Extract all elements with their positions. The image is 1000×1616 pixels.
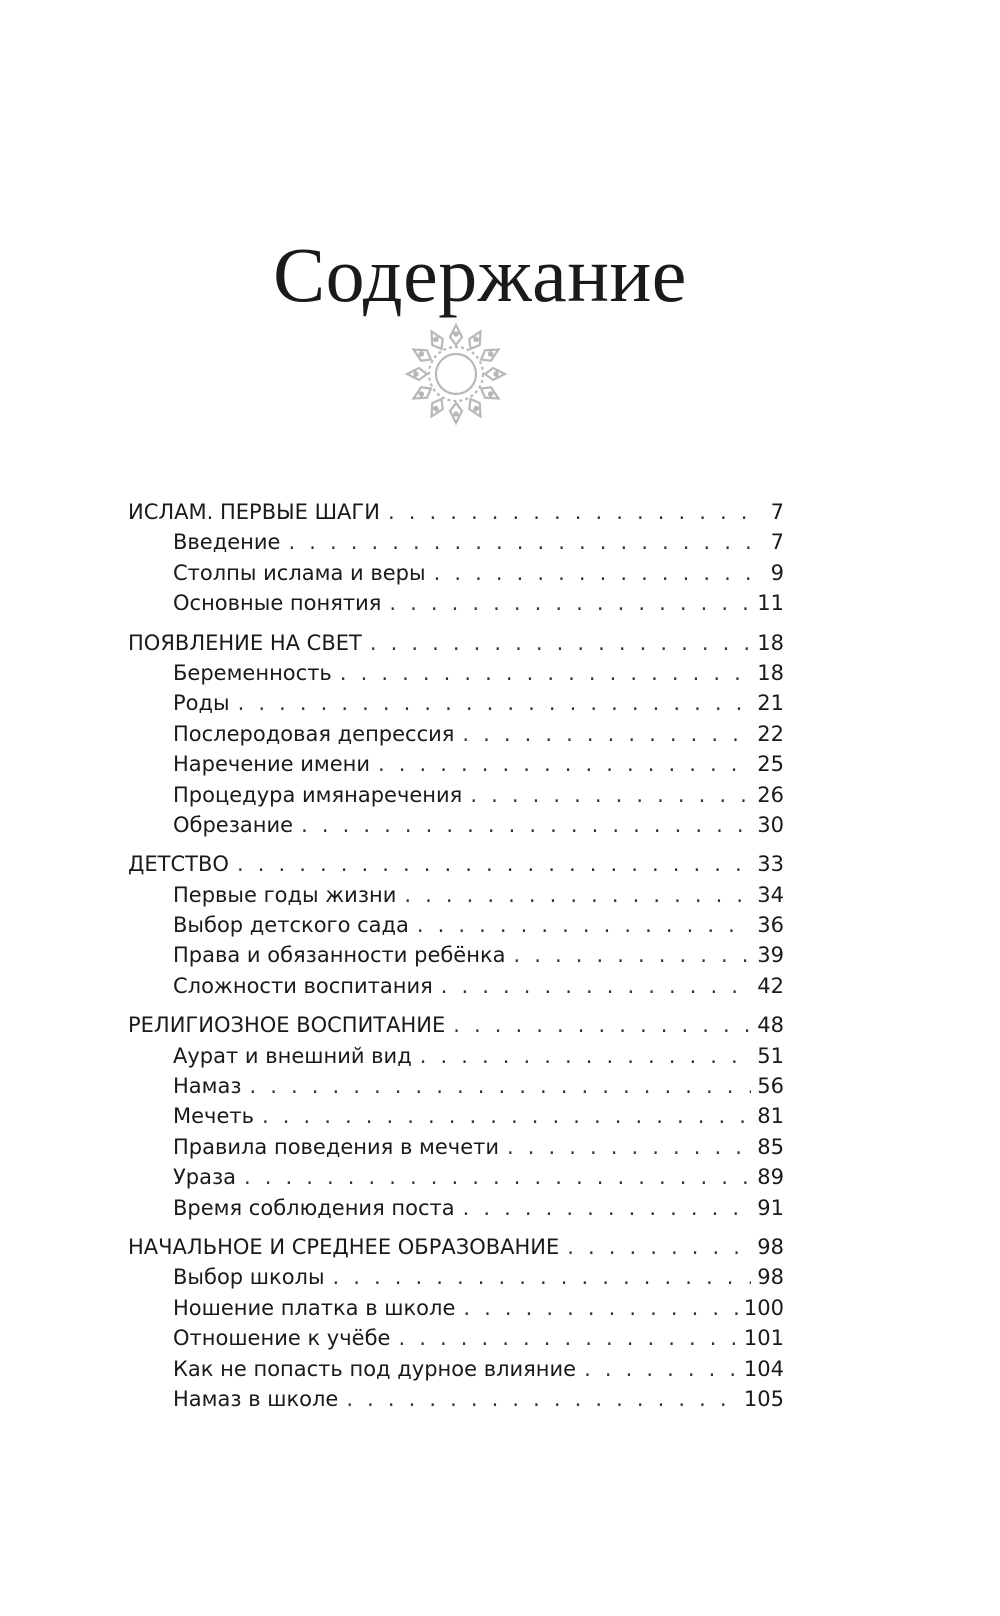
toc-section-row[interactable] — [128, 628, 784, 658]
toc-item-row[interactable] — [128, 527, 784, 557]
dot-leader — [417, 910, 751, 940]
page-number: 91 — [757, 1195, 784, 1220]
toc-section-row[interactable] — [128, 1232, 784, 1262]
toc-section-row[interactable] — [128, 849, 784, 879]
dot-leader — [507, 1132, 751, 1162]
page-number: 48 — [757, 1013, 784, 1038]
dot-leader — [463, 1293, 738, 1323]
page-number: 34 — [757, 882, 784, 907]
page-number: 21 — [757, 691, 784, 716]
toc-item-title: Основные понятия — [173, 591, 382, 616]
toc-section — [128, 1010, 784, 1223]
toc-section-title: ДЕТСТВО — [128, 852, 229, 877]
page-number: 81 — [757, 1104, 784, 1129]
dot-leader — [434, 558, 752, 588]
dot-leader — [441, 971, 751, 1001]
dot-leader — [567, 1232, 751, 1262]
dot-leader — [244, 1162, 751, 1192]
toc-section — [128, 628, 784, 841]
toc-item-title: Первые годы жизни — [173, 882, 397, 907]
page-number: 22 — [757, 721, 784, 746]
page-number: 9 — [770, 560, 784, 585]
page-number: 101 — [743, 1326, 784, 1351]
toc-section-title: НАЧАЛЬНОЕ И СРЕДНЕЕ ОБРАЗОВАНИЕ — [128, 1234, 560, 1259]
dot-leader — [584, 1354, 738, 1384]
toc-item-title: Намаз — [173, 1074, 242, 1099]
dot-leader — [420, 1041, 752, 1071]
page-number: 18 — [757, 660, 784, 685]
toc-item-title: Выбор детского сада — [173, 913, 409, 938]
page-number: 36 — [757, 913, 784, 938]
dot-leader — [404, 880, 751, 910]
page-number: 39 — [757, 943, 784, 968]
dot-leader — [340, 658, 751, 688]
page-number: 30 — [757, 812, 784, 837]
toc-item-title: Процедура имянаречения — [173, 782, 463, 807]
page-number: 98 — [757, 1265, 784, 1290]
table-of-contents — [128, 497, 784, 1423]
toc-item-row[interactable] — [128, 1101, 784, 1131]
toc-item-row[interactable] — [128, 1384, 784, 1414]
toc-item-title: Роды — [173, 691, 230, 716]
dot-leader — [250, 1071, 752, 1101]
page-number: 98 — [757, 1234, 784, 1259]
page-number: 25 — [757, 752, 784, 777]
toc-item-title: Мечеть — [173, 1104, 254, 1129]
page-number: 42 — [757, 973, 784, 998]
dot-leader — [237, 849, 751, 879]
toc-item-row[interactable] — [128, 719, 784, 749]
toc-item-title: Выбор школы — [173, 1265, 325, 1290]
toc-section-row[interactable] — [128, 497, 784, 527]
toc-item-title: Как не попасть под дурное влияние — [173, 1356, 577, 1381]
toc-item-row[interactable] — [128, 1041, 784, 1071]
page-number: 18 — [757, 630, 784, 655]
ornament-icon — [404, 322, 508, 426]
toc-item-row[interactable] — [128, 1193, 784, 1223]
toc-section-row[interactable] — [128, 1010, 784, 1040]
page-number: 105 — [743, 1386, 784, 1411]
toc-section-title: РЕЛИГИОЗНОЕ ВОСПИТАНИЕ — [128, 1013, 446, 1038]
page-number: 104 — [743, 1356, 784, 1381]
toc-item-row[interactable] — [128, 1323, 784, 1353]
toc-item-title: Послеродовая депрессия — [173, 721, 455, 746]
dot-leader — [346, 1384, 738, 1414]
page-number: 85 — [757, 1134, 784, 1159]
dot-leader — [238, 688, 752, 718]
toc-section-title: ИСЛАМ. ПЕРВЫЕ ШАГИ — [128, 500, 380, 524]
page-number: 51 — [757, 1043, 784, 1068]
dot-leader — [288, 527, 752, 557]
page-number: 89 — [757, 1165, 784, 1190]
toc-item-title: Наречение имени — [173, 752, 370, 777]
toc-item-title: Намаз в школе — [173, 1386, 339, 1411]
toc-item-row[interactable] — [128, 749, 784, 779]
dot-leader — [470, 780, 751, 810]
toc-section — [128, 849, 784, 1001]
page-number: 56 — [757, 1074, 784, 1099]
dot-leader — [463, 1193, 752, 1223]
toc-item-title: Аурат и внешний вид — [173, 1043, 412, 1068]
toc-item-row[interactable] — [128, 910, 784, 940]
page-title: Содержание — [273, 231, 687, 319]
toc-item-title: Сложности воспитания — [173, 973, 433, 998]
dot-leader — [514, 940, 752, 970]
toc-item-row[interactable] — [128, 880, 784, 910]
page-number: 7 — [770, 530, 784, 555]
toc-item-title: Время соблюдения поста — [173, 1195, 455, 1220]
dot-leader — [333, 1262, 752, 1292]
toc-section-title: ПОЯВЛЕНИЕ НА СВЕТ — [128, 630, 362, 655]
page-number: 100 — [743, 1295, 784, 1320]
dot-leader — [462, 719, 751, 749]
dot-leader — [388, 497, 752, 527]
toc-item-row[interactable] — [128, 688, 784, 718]
toc-item-row[interactable] — [128, 1262, 784, 1292]
toc-item-title: Беременность — [173, 660, 332, 685]
dot-leader — [389, 588, 751, 618]
toc-item-row[interactable] — [128, 940, 784, 970]
toc-item-title: Права и обязанности ребёнка — [173, 943, 506, 968]
toc-section — [128, 1232, 784, 1414]
dot-leader — [453, 1010, 751, 1040]
toc-item-title: Ношение платка в школе — [173, 1295, 456, 1320]
page-number: 11 — [757, 591, 784, 616]
toc-item-title: Правила поведения в мечети — [173, 1134, 500, 1159]
page-number: 7 — [770, 500, 784, 524]
toc-item-title: Введение — [173, 530, 281, 555]
toc-item-title: Столпы ислама и веры — [173, 560, 426, 585]
toc-item-row[interactable] — [128, 658, 784, 688]
page-number: 26 — [757, 782, 784, 807]
toc-section — [128, 497, 784, 619]
toc-item-row[interactable] — [128, 971, 784, 1001]
dot-leader — [378, 749, 751, 779]
toc-item-row[interactable] — [128, 1132, 784, 1162]
toc-item-row[interactable] — [128, 1071, 784, 1101]
dot-leader — [262, 1101, 751, 1131]
toc-item-title: Обрезание — [173, 812, 294, 837]
dot-leader — [398, 1323, 737, 1353]
toc-item-row[interactable] — [128, 588, 784, 618]
toc-item-row[interactable] — [128, 780, 784, 810]
dot-leader — [301, 810, 751, 840]
page-number: 33 — [757, 852, 784, 877]
dot-leader — [370, 628, 751, 658]
toc-item-row[interactable] — [128, 1354, 784, 1384]
toc-item-row[interactable] — [128, 1293, 784, 1323]
toc-item-title: Отношение к учёбе — [173, 1326, 391, 1351]
toc-item-row[interactable] — [128, 558, 784, 588]
toc-item-title: Ураза — [173, 1165, 237, 1190]
toc-item-row[interactable] — [128, 810, 784, 840]
toc-item-row[interactable] — [128, 1162, 784, 1192]
